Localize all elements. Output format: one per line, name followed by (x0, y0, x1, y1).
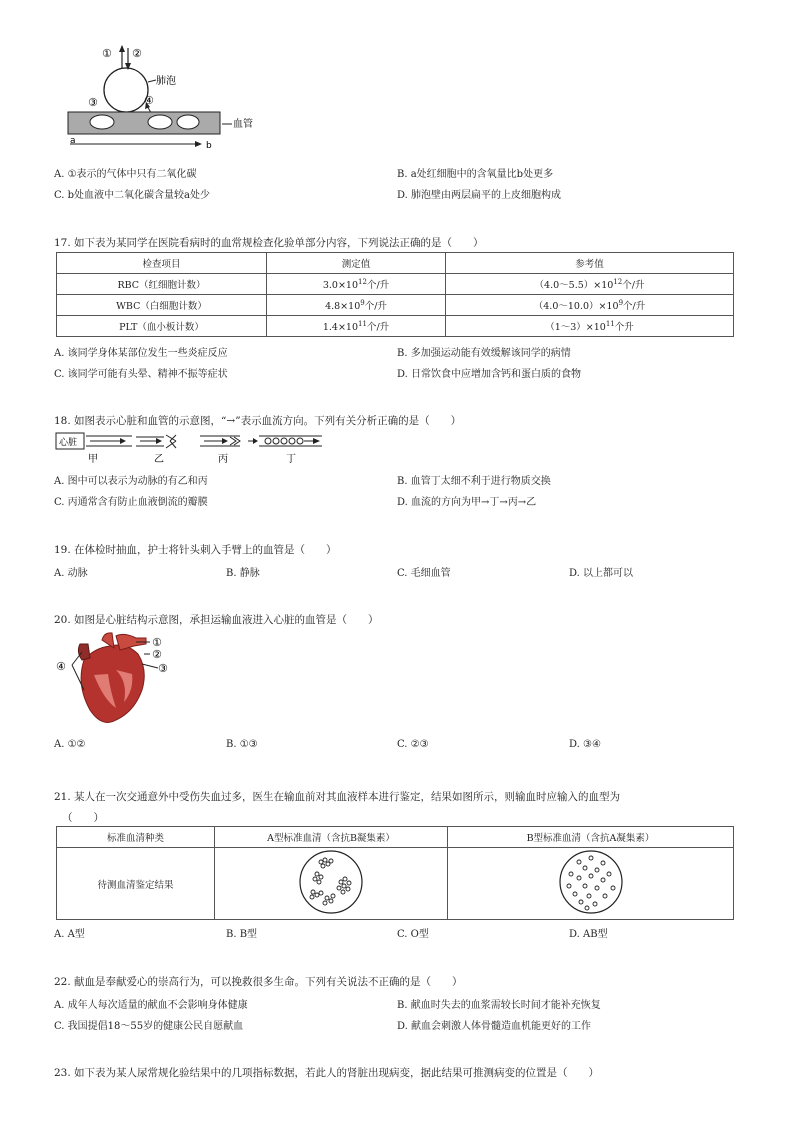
label-alveolus: 肺泡 (156, 76, 176, 87)
q21-option-a[interactable]: A. A型 (54, 929, 85, 940)
label-ding: 丁 (286, 454, 296, 465)
row-label: 待测血清鉴定结果 (57, 848, 215, 920)
table-row (57, 295, 734, 316)
dispersed-sample (557, 848, 625, 916)
q17-option-b[interactable]: B. 多加强运动能有效缓解该同学的病情 (397, 348, 571, 359)
q17-option-d[interactable]: D. 日常饮食中应增加含钙和蛋白质的食物 (397, 369, 582, 380)
q16-option-b[interactable]: B. a处红细胞中的含氧量比b处更多 (397, 169, 554, 180)
q23-stem: 23. 如下表为某人尿常规化验结果中的几项指标数据，若此人的肾脏出现病变，据此结果可推测病变的位置是（ ） (54, 1067, 600, 1079)
q22-option-b[interactable]: B. 献血时失去的血浆需较长时间才能补充恢复 (397, 1000, 601, 1011)
table-row (57, 274, 734, 295)
q20-stem: 20. 如图是心脏结构示意图，承担运输血液进入心脏的血管是（ ） (54, 614, 379, 626)
q21-option-c[interactable]: C. O型 (397, 929, 429, 940)
row-value: $1.4\times 10^{11}$个/升 (267, 316, 446, 337)
q18-stem: 18. 如图表示心脏和血管的示意图，“→”表示血流方向。下列有关分析正确的是（ ） (54, 415, 462, 427)
blood-test-table (56, 252, 734, 337)
q16-option-d[interactable]: D. 肺泡壁由两层扁平的上皮细胞构成 (397, 190, 562, 201)
row-item: WBC（白细胞计数） (57, 295, 267, 316)
alveolus-circle (104, 68, 148, 112)
q19-option-a[interactable]: A. 动脉 (54, 568, 88, 579)
header-item: 检查项目 (57, 253, 267, 274)
q18-option-a[interactable]: A. 图中可以表示为动脉的有乙和丙 (54, 476, 208, 487)
header-a-serum: A型标准血清（含抗B凝集素） (215, 827, 448, 848)
label-1: ① (152, 636, 162, 649)
q22-option-c[interactable]: C. 我国提倡18～55岁的健康公民自愿献血 (54, 1021, 244, 1032)
q21-option-b[interactable]: B. B型 (226, 929, 258, 940)
a-serum-result (215, 848, 448, 920)
q22-option-a[interactable]: A. 成年人每次适量的献血不会影响身体健康 (54, 1000, 248, 1011)
q20-option-d[interactable]: D. ③④ (569, 739, 601, 750)
q20-option-c[interactable]: C. ②③ (397, 739, 429, 750)
label-yi: 乙 (154, 454, 164, 465)
q21-option-d[interactable]: D. AB型 (569, 929, 608, 940)
row-reference: $(4.0\sim 5.5)\times 10^{12}$个/升 (446, 274, 734, 295)
label-2: ② (152, 648, 162, 661)
header-serum-type: 标准血清种类 (57, 827, 215, 848)
q17-option-c[interactable]: C. 该同学可能有头晕、精神不振等症状 (54, 369, 228, 380)
row-value: $4.8\times 10^9$个/升 (267, 295, 446, 316)
label-b: b (206, 141, 212, 151)
q18-option-c[interactable]: C. 丙通常含有防止血液倒流的瓣膜 (54, 497, 208, 508)
q22-option-d[interactable]: D. 献血会刺激人体骨髓造血机能更好的工作 (397, 1021, 592, 1032)
q19-option-d[interactable]: D. 以上都可以 (569, 568, 634, 579)
row-reference: $(1\sim 3)\times 10^{11}$个升 (446, 316, 734, 337)
table-row (57, 316, 734, 337)
row-item: RBC（红细胞计数） (57, 274, 267, 295)
header-b-serum: B型标准血清（含抗A凝集素） (448, 827, 734, 848)
q19-stem: 19. 在体检时抽血，护士将针头刺入手臂上的血管是（ ） (54, 544, 337, 556)
label-3: ③ (88, 96, 98, 109)
label-bing: 丙 (218, 454, 228, 465)
q20-option-b[interactable]: B. ①③ (226, 739, 258, 750)
heart-vessel-diagram (54, 431, 334, 467)
b-serum-result (448, 848, 734, 920)
label-jia: 甲 (88, 454, 98, 465)
heart-body (81, 645, 144, 722)
row-item: PLT（血小板计数） (57, 316, 267, 337)
q18-option-d[interactable]: D. 血流的方向为甲→丁→丙→乙 (397, 497, 537, 508)
q21-stem-line2: （ ） (62, 812, 104, 824)
q19-option-b[interactable]: B. 静脉 (226, 568, 260, 579)
q20-option-a[interactable]: A. ①② (54, 739, 86, 750)
alveolus-vessel-diagram (60, 42, 270, 152)
label-a: a (70, 136, 76, 146)
row-value: $3.0\times 10^{12}$个/升 (267, 274, 446, 295)
agglutinated-sample (297, 848, 365, 916)
q17-option-a[interactable]: A. 该同学身体某部位发生一些炎症反应 (54, 348, 228, 359)
label-4: ④ (144, 94, 154, 107)
header-value: 测定值 (267, 253, 446, 274)
q16-option-c[interactable]: C. b处血液中二氧化碳含量较a处少 (54, 190, 211, 201)
label-1: ① (102, 47, 112, 60)
blood-type-table (56, 826, 734, 920)
row-reference: $(4.0\sim 10.0)\times 10^9$个/升 (446, 295, 734, 316)
q19-option-c[interactable]: C. 毛细血管 (397, 568, 451, 579)
header-reference: 参考值 (446, 253, 734, 274)
q17-stem: 17. 如下表为某同学在医院看病时的血常规检查化验单部分内容，下列说法正确的是（ ） (54, 237, 484, 249)
heart-label: 心脏 (59, 438, 78, 448)
label-2: ② (132, 47, 142, 60)
q21-stem: 21. 某人在一次交通意外中受伤失血过多，医生在输血前对其血液样本进行鉴定，结果如图所示，则输血时应输入的血型为 (54, 791, 621, 803)
q22-stem: 22. 献血是奉献爱心的崇高行为，可以挽救很多生命。下列有关说法不正确的是（ ） (54, 976, 463, 988)
q18-option-b[interactable]: B. 血管丁太细不利于进行物质交换 (397, 476, 551, 487)
heart-diagram (54, 630, 184, 730)
label-vessel: 血管 (233, 119, 253, 130)
q16-option-a[interactable]: A. ①表示的气体中只有二氧化碳 (54, 169, 197, 180)
label-4: ④ (56, 660, 66, 673)
label-3: ③ (158, 662, 168, 675)
